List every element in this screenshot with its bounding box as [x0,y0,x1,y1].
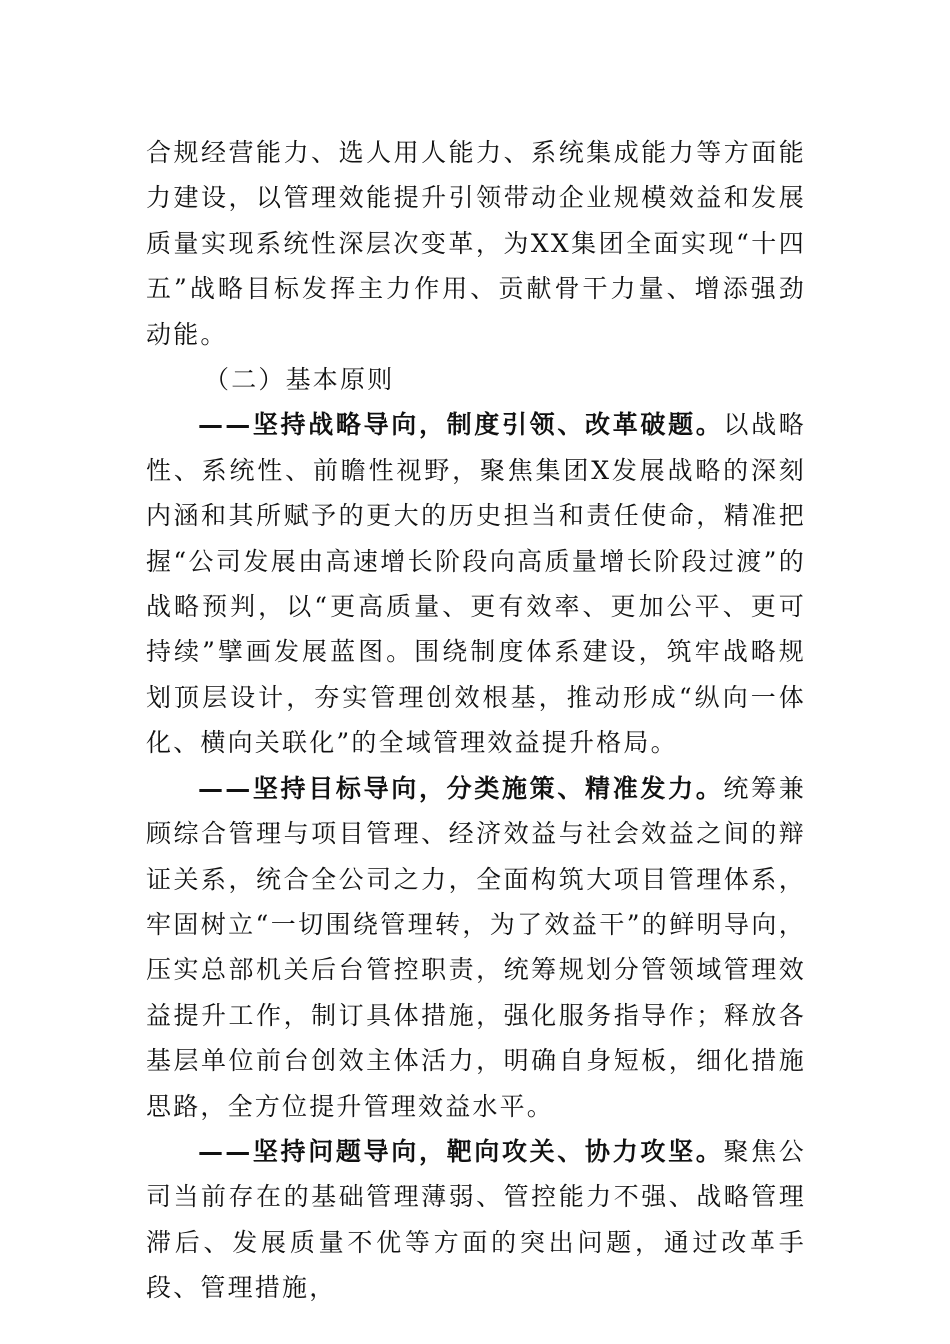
principle-lead-goal: ——坚持目标导向，分类施策、精准发力。 [198,773,724,803]
principle-paragraph-strategy [146,402,806,765]
principle-body-problem: 聚焦公司当前存在的基础管理薄弱、管控能力不强、战略管理滞后、发展质量不优等方面的突出问题，通过改革手段、管理措施， [146,1136,806,1303]
principle-paragraph-goal [146,766,806,1129]
principle-lead-problem: ——坚持问题导向，靶向攻关、协力攻坚。 [198,1136,724,1166]
principle-lead-strategy: ——坚持战略导向，制度引领、改革破题。 [198,410,724,440]
principle-body-goal: 统筹兼顾综合管理与项目管理、经济效益与社会效益之间的辩证关系，统合全公司之力，全面构筑大项目管理体系，牢固树立“一切围绕管理转，为了效益干”的鲜明导向，压实总部机关后台管控职责，统筹规划分管领域管理效益提升工作，制订具体措施，强化服务指导作；释放各基层单位前台创效主体活力，明确自身短板，细化措施思路，全方位提升管理效益水平。 [146,773,806,1121]
principle-paragraph-problem [146,1129,806,1311]
paragraph-continuation: 合规经营能力、选人用人能力、系统集成能力等方面能力建设，以管理效能提升引领带动企业规模效益和发展质量实现系统性深层次变革，为XX集团全面实现“十四五”战略目标发挥主力作用、贡献骨干力量、增添强劲动能。 [146,138,806,349]
document-page [146,130,806,1311]
principle-body-strategy: 以战略性、系统性、前瞻性视野，聚焦集团X发展战略的深刻内涵和其所赋予的更大的历史担当和责任使命，精准把握“公司发展由高速增长阶段向高质量增长阶段过渡”的战略预判，以“更高质量、更有效率、更加公平、更可持续”擘画发展蓝图。围绕制度体系建设，筑牢战略规划顶层设计，夯实管理创效根基，推动形成“纵向一体化、横向关联化”的全域管理效益提升格局。 [146,410,806,758]
section-heading-basic-principles: （二）基本原则 [204,365,395,395]
